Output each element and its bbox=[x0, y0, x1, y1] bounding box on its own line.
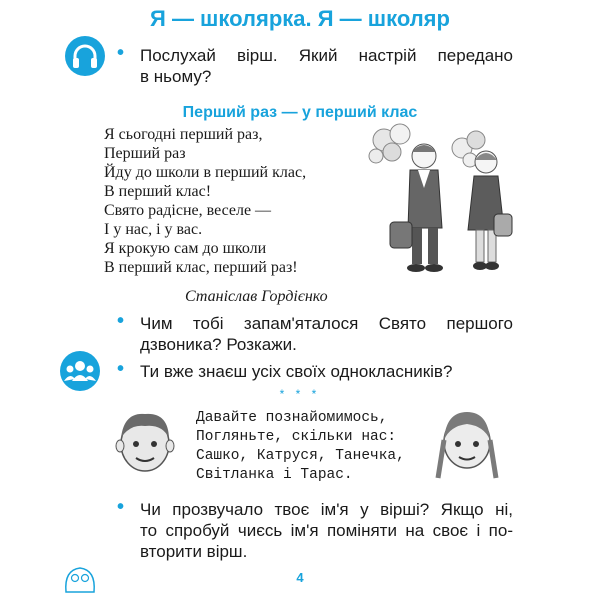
poem-line: І у нас, і у вас. bbox=[104, 221, 203, 238]
page-title: Я — школярка. Я — школяр bbox=[150, 6, 450, 31]
bullet-marker: • bbox=[117, 358, 125, 380]
poem-line: Йду до школи в перший клас, bbox=[104, 164, 307, 181]
poem-line: В перший клас, перший раз! bbox=[104, 259, 298, 276]
poem-author: Станіслав Гордієнко bbox=[185, 288, 328, 305]
verse-line: Давайте познайомимось, bbox=[196, 410, 388, 426]
verse-separator: * * * bbox=[279, 387, 321, 401]
bullet-marker: • bbox=[117, 42, 125, 64]
poem-line: Перший раз bbox=[104, 145, 186, 162]
verse-line: Погляньте, скільки нас: bbox=[196, 429, 397, 445]
poem-line: Свято радісне, веселе — bbox=[104, 202, 272, 219]
poem-line: В перший клас! bbox=[104, 183, 212, 200]
poem-text bbox=[104, 125, 306, 277]
boy-face-illustration bbox=[112, 406, 178, 476]
verse-text bbox=[196, 409, 405, 485]
group-icon bbox=[60, 351, 100, 391]
girl-face-illustration bbox=[432, 404, 502, 484]
verse-line: Світланка і Тарас. bbox=[196, 467, 353, 483]
children-illustration bbox=[362, 118, 514, 278]
page-number: 4 bbox=[296, 570, 304, 585]
poem-line: Я сьогодні перший раз, bbox=[104, 126, 263, 143]
bullet-marker: • bbox=[117, 496, 125, 518]
question-name: Чи прозвучало твоє ім'я у вірші? Якщо ні, то спробуй чиєсь ім'я поміняти на своє і по- вторити вірш. bbox=[140, 500, 513, 561]
poem-line: Я крокую сам до школи bbox=[104, 240, 267, 257]
question-classmates: Ти вже знаєш усіх своїх однокласників? bbox=[140, 362, 453, 381]
poem-title: Перший раз — у перший клас bbox=[182, 104, 418, 121]
verse-line: Сашко, Катруся, Танечка, bbox=[196, 448, 405, 464]
question-listen: Послухай вірш. Який настрій передано в ньому? bbox=[140, 46, 513, 86]
headphones-icon bbox=[65, 36, 105, 76]
bullet-marker: • bbox=[117, 310, 125, 332]
question-holiday: Чим тобі запам'яталося Свято першого дзвоника? Розкажи. bbox=[140, 314, 513, 354]
